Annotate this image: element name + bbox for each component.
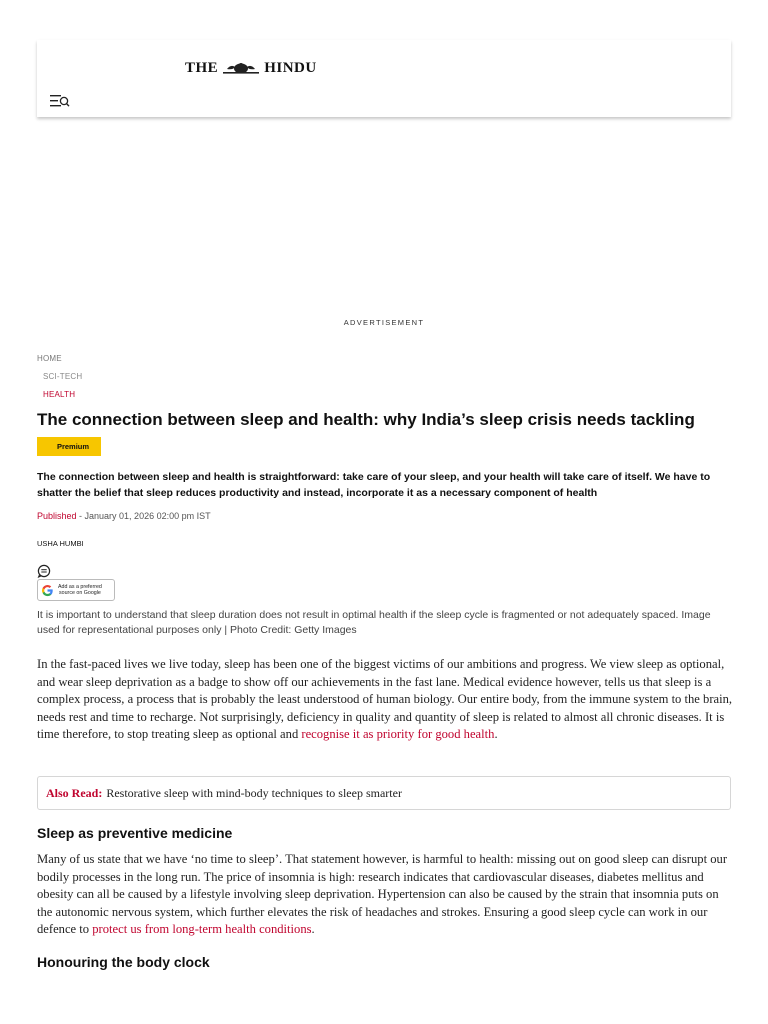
published-label: Published (37, 511, 77, 521)
google-badge-line2: source on Google (59, 590, 101, 596)
google-g-icon (41, 584, 54, 597)
article-title: The connection between sleep and health: why India’s sleep crisis needs tackling (37, 410, 695, 429)
article-summary: The connection between sleep and health is straightforward: take care of your sleep, and your health will take care of itself. We have to shatter the belief that sleep reduces productivity and instead, incorporate it as a necessary component of health (37, 471, 711, 499)
breadcrumb-sci-tech[interactable]: SCI-TECH (43, 372, 83, 381)
comment-icon[interactable] (37, 564, 51, 578)
breadcrumb-home[interactable]: HOME (37, 354, 62, 363)
published-line (37, 511, 211, 521)
section-heading: Sleep as preventive medicine (37, 825, 233, 841)
site-header (37, 40, 731, 117)
also-read-label: Also Read: (46, 785, 103, 800)
inline-link[interactable]: protect us from long-term health conditions (92, 922, 312, 937)
premium-badge: Premium (37, 437, 101, 456)
paragraph-end: . (311, 922, 315, 937)
paragraph-end: . (494, 727, 498, 742)
inline-link[interactable]: recognise it as priority for good health (301, 727, 495, 742)
advertisement-label: ADVERTISEMENT (343, 318, 425, 327)
google-preferred-source-button[interactable] (37, 579, 115, 601)
author-name[interactable]: USHA HUMBI (37, 539, 84, 548)
site-logo[interactable] (185, 60, 317, 76)
published-date: - January 01, 2026 02:00 pm IST (76, 511, 211, 521)
logo-text-hindu: HINDU (264, 59, 317, 76)
section-heading: Honouring the body clock (37, 954, 210, 970)
logo-text-the: THE (185, 59, 219, 76)
article-paragraph (37, 656, 733, 744)
paragraph-text: Many of us state that we have ‘no time to sleep’. That statement however, is harmful to health: missing out on good sleep can disrupt our bodily processes in the long run. The price of insomnia is high: research indicates that cardiovascular diseases, diabetes mellitus and obesity can all be caused by a lifestyle involving sleep deprivation. Hypertension can also be caused by the strain that insomnia puts on the autonomic nervous system, which further elevates the risk of headaches and strokes. Ensuring a good sleep cycle can work in our defence to (37, 852, 728, 937)
google-badge-line1: Add as a preferred (58, 583, 102, 590)
emblem-icon (221, 61, 261, 75)
also-read-box (37, 776, 731, 810)
google-badge-text (58, 584, 102, 597)
menu-search-icon[interactable] (50, 94, 70, 108)
breadcrumb-health[interactable]: HEALTH (43, 390, 76, 399)
article-paragraph (37, 851, 733, 939)
also-read-link[interactable]: Restorative sleep with mind-body techniques to sleep smarter (106, 785, 402, 800)
paragraph-text: In the fast-paced lives we live today, sleep has been one of the biggest victims of our ambitions and progress. We view sleep as optional, and wear sleep deprivation as a badge to show off our achievements in the fast lane. Medical evidence however, tells us that sleep is a complex process, a process that is probably the least understood of human biology. Our entire body, from the immune system to the brain, needs rest and time to recharge. Not surprisingly, deficiency in quality and quantity of sleep is related to almost all chronic diseases. It is time therefore, to stop treating sleep as optional and (37, 657, 733, 742)
image-caption: It is important to understand that sleep duration does not result in optimal health if the sleep cycle is fragmented or not adequately spaced. Image used for representational purposes only | Photo Credit: Getty Images (37, 609, 711, 636)
